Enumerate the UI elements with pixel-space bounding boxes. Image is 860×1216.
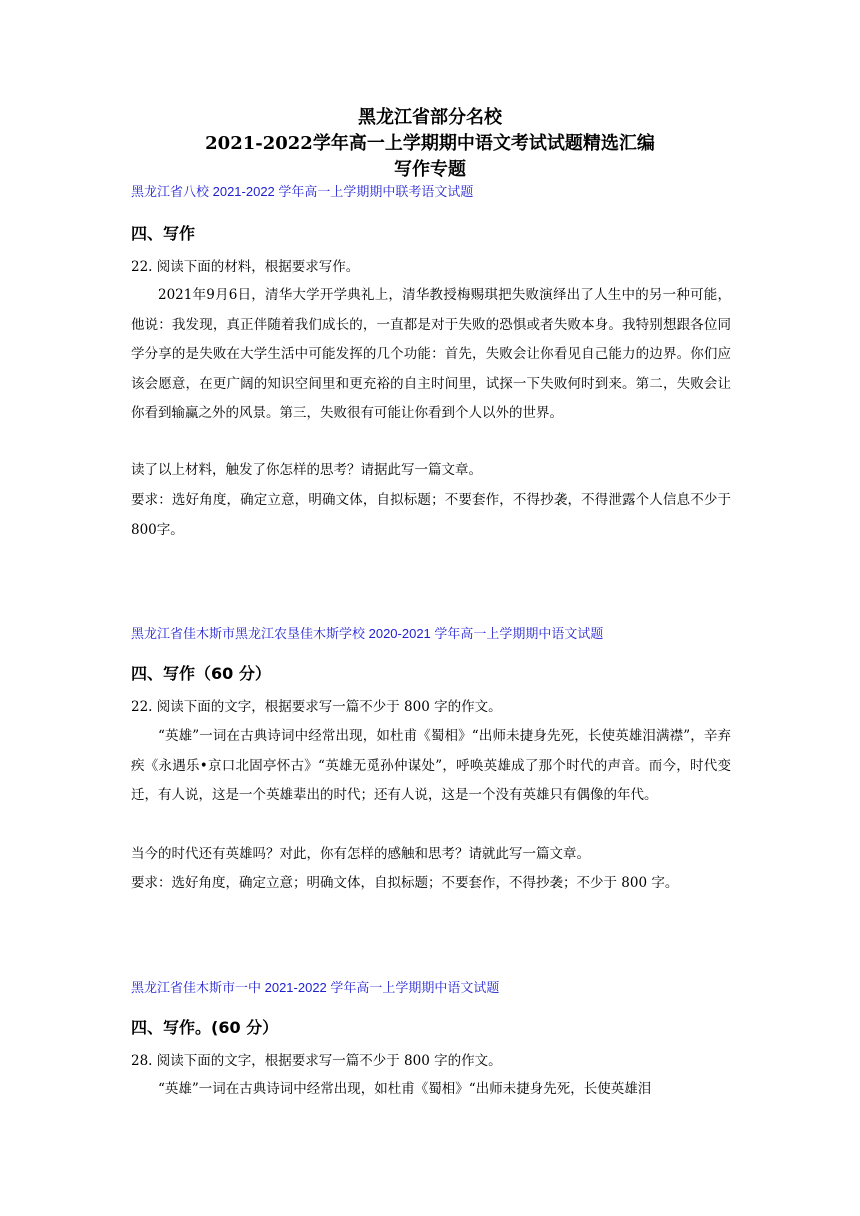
requirement-text: 要求：选好角度，确定立意；明确文体，自拟标题；不要套作，不得抄袭；不少于 800 字。 [131, 875, 679, 891]
section-source-link[interactable]: 黑龙江省佳木斯市黑龙江农垦佳木斯学校 2020-2021 学年高一上学期期中语文试题 [131, 626, 604, 641]
section-source-link[interactable]: 黑龙江省八校 2021-2022 学年高一上学期期中联考语文试题 [131, 184, 474, 199]
section-source-link[interactable]: 黑龙江省佳木斯市一中 2021-2022 学年高一上学期期中语文试题 [131, 980, 500, 995]
question-text: 28. 阅读下面的文字，根据要求写一篇不少于 800 字的作文。 [131, 1053, 502, 1069]
question-text: 22. 阅读下面的文字，根据要求写一篇不少于 800 字的作文。 [131, 699, 502, 715]
section-heading: 四、写作。(60 分） [131, 1018, 279, 1037]
document-subtitle: 2021-2022学年高一上学期期中语文考试试题精选汇编 [205, 133, 655, 154]
document-title: 黑龙江省部分名校 [358, 107, 502, 128]
document-topic: 写作专题 [394, 159, 466, 180]
question-text: 22. 阅读下面的材料，根据要求写作。 [131, 259, 360, 275]
requirement-text: 要求：选好角度，确定立意，明确文体，自拟标题；不要套作，不得抄袭，不得泄露个人信息不少于800字。 [131, 492, 731, 538]
prompt-text: 读了以上材料，触发了你怎样的思考？请据此写一篇文章。 [131, 462, 482, 478]
prompt-text: 当今的时代还有英雄吗？对此，你有怎样的感触和思考？请就此写一篇文章。 [131, 846, 590, 862]
section-heading: 四、写作 [131, 224, 196, 243]
material-paragraph: 2021年9月6日，清华大学开学典礼上，清华教授梅赐琪把失败演绎出了人生中的另一种可能，他说：我发现，真正伴随着我们成长的，一直都是对于失败的恐惧或者失败本身。我特别想跟各位同学分享的是失败在大学生活中可能发挥的几个功能：首先，失败会让你看见自己能力的边界。你们应该会愿意，在更广阔的知识空间里和更充裕的自主时间里，试探一下失败何时到来。第二，失败会让你看到输赢之外的风景。第三，失败很有可能让你看到个人以外的世界。 [131, 287, 731, 421]
material-paragraph: “英雄”一词在古典诗词中经常出现，如杜甫《蜀相》“出师未捷身先死，长使英雄泪满襟”，辛弃疾《永遇乐•京口北固亭怀古》“英雄无觅孙仲谋处”，呼唤英雄成了那个时代的声音。而今，时代变迁，有人说，这是一个英雄辈出的时代；还有人说，这是一个没有英雄只有偶像的年代。 [131, 728, 731, 803]
material-paragraph: “英雄”一词在古典诗词中经常出现，如杜甫《蜀相》“出师未捷身先死，长使英雄泪 [158, 1081, 652, 1097]
section-heading: 四、写作（60 分） [131, 664, 271, 683]
